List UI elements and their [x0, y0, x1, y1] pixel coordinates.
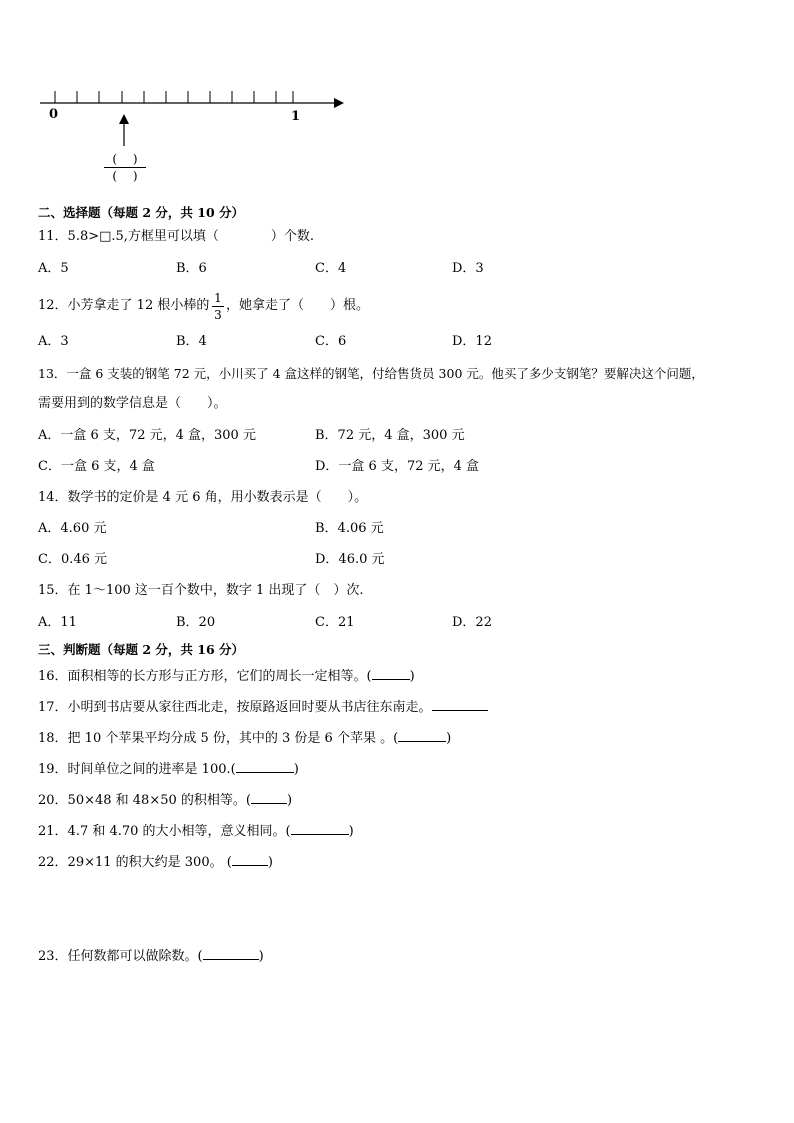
q20-answer-blank[interactable]	[251, 791, 287, 804]
section-title-judge: 三、判断题（每题 2 分，共 16 分）	[38, 642, 245, 657]
q12-option-d[interactable]: D．12	[452, 334, 492, 349]
q15-option-d[interactable]: D．22	[452, 615, 492, 630]
fraction-denominator-blank[interactable]: ( )	[112, 169, 138, 183]
q12-fraction-denominator: 3	[214, 308, 222, 322]
question-20	[38, 791, 292, 809]
question-11: 11．5.8>□.5,方框里可以填（ ）个数.	[38, 229, 315, 244]
q11-option-c[interactable]: C．4	[315, 261, 347, 276]
question-16	[38, 667, 415, 685]
q21-text: 21．4.7 和 4.70 的大小相等，意义相同。(	[38, 824, 291, 839]
q17-text: 17．小明到书店要从家往西北走，按原路返回时要从书店往东南走。	[38, 700, 432, 715]
q11-option-b[interactable]: B．6	[176, 261, 207, 276]
number-line-label-one: 1	[291, 109, 301, 124]
q13-option-b[interactable]: B．72 元，4 盒，300 元	[315, 428, 465, 443]
q12-option-b[interactable]: B．4	[176, 334, 207, 349]
q23-answer-blank[interactable]	[203, 947, 259, 960]
fraction-numerator-blank[interactable]: ( )	[112, 152, 138, 166]
question-23	[38, 947, 264, 965]
q23-close-paren: )	[258, 949, 264, 964]
q16-text: 16．面积相等的长方形与正方形，它们的周长一定相等。(	[38, 669, 372, 684]
q20-text: 20．50×48 和 48×50 的积相等。(	[38, 793, 251, 808]
q20-close-paren: )	[286, 793, 293, 808]
question-19	[38, 760, 299, 778]
q15-option-c[interactable]: C．21	[315, 615, 355, 630]
q14-option-b[interactable]: B．4.06 元	[315, 521, 384, 536]
question-21	[38, 822, 354, 840]
number-line-label-zero: 0	[49, 107, 59, 122]
q18-text: 18．把 10 个苹果平均分成 5 份，其中的 3 份是 6 个苹果 。(	[38, 731, 399, 746]
q21-answer-blank[interactable]	[291, 822, 349, 835]
q11-option-d[interactable]: D．3	[452, 261, 484, 276]
q14-option-a[interactable]: A．4.60 元	[38, 521, 107, 536]
section-title-choice: 二、选择题（每题 2 分，共 10 分）	[38, 205, 245, 220]
question-13-line2: 需要用到的数学信息是（ ）。	[38, 396, 227, 411]
question-17	[38, 698, 488, 716]
q18-answer-blank[interactable]	[398, 729, 446, 742]
answer-fraction[interactable]	[104, 152, 146, 183]
q23-text: 23．任何数都可以做除数。(	[38, 949, 203, 964]
q12-option-c[interactable]: C．6	[315, 334, 347, 349]
question-15: 15．在 1～100 这一百个数中，数字 1 出现了（ ）次.	[38, 583, 364, 598]
q21-close-paren: )	[348, 824, 354, 839]
question-22	[38, 853, 273, 871]
q19-text: 19．时间单位之间的进率是 100.(	[38, 762, 236, 777]
q22-answer-blank[interactable]	[232, 853, 268, 866]
number-line	[38, 88, 348, 188]
q22-close-paren: )	[267, 855, 273, 870]
q13-option-d[interactable]: D．一盒 6 支，72 元，4 盒	[315, 459, 480, 474]
q18-close-paren: )	[446, 731, 452, 746]
q17-answer-blank[interactable]	[432, 698, 488, 711]
q12-text-after: ，她拿走了（ ）根。	[226, 298, 370, 313]
question-12	[38, 298, 209, 314]
q13-option-c[interactable]: C．一盒 6 支，4 盒	[38, 459, 155, 474]
q14-option-d[interactable]: D．46.0 元	[315, 552, 385, 567]
q22-text: 22．29×11 的积大约是 300。 (	[38, 855, 232, 870]
q12-fraction	[212, 291, 224, 322]
q12-fraction-numerator: 1	[214, 291, 222, 305]
q15-option-a[interactable]: A．11	[38, 615, 77, 630]
q19-close-paren: )	[293, 762, 299, 777]
q15-option-b[interactable]: B．20	[176, 615, 216, 630]
q16-answer-blank[interactable]	[372, 667, 410, 680]
question-14: 14．数学书的定价是 4 元 6 角，用小数表示是（ ）。	[38, 490, 368, 505]
q12-option-a[interactable]: A．3	[38, 334, 69, 349]
q14-option-c[interactable]: C．0.46 元	[38, 552, 108, 567]
q12-text-before: 12．小芳拿走了 12 根小棒的	[38, 298, 210, 313]
question-18	[38, 729, 451, 747]
question-13-line1: 13．一盒 6 支装的钢笔 72 元，小川买了 4 盒这样的钢笔，付给售货员 300 元。他买了多少支钢笔？要解决这个问题，	[38, 366, 704, 381]
q16-close-paren: )	[409, 669, 415, 684]
q19-answer-blank[interactable]	[236, 760, 294, 773]
q11-option-a[interactable]: A．5	[38, 261, 69, 276]
q13-option-a[interactable]: A．一盒 6 支，72 元，4 盒，300 元	[38, 428, 256, 443]
